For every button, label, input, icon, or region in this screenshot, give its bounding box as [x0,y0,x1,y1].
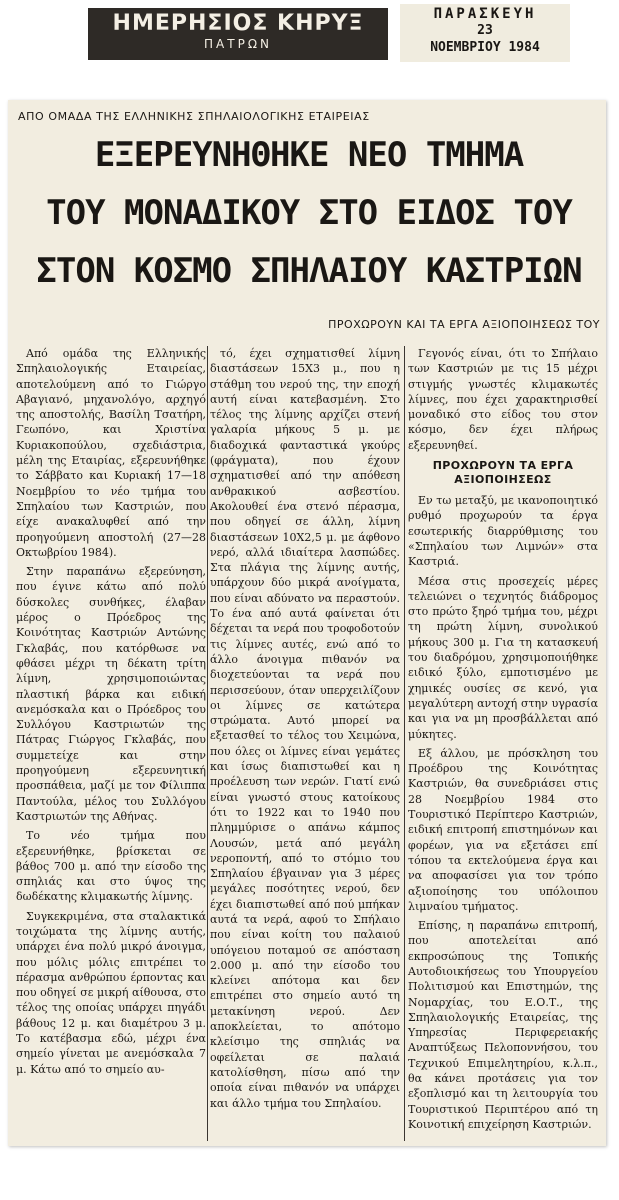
paragraph: Συγκεκριμένα, στα σταλακτικά τοιχώματα της λίμνης αυτής, υπάρχει ένα πολύ μικρό άνοιγμα, που μόλις μόλις επιτρέπει το πέρασμα ανθρώπου έρποντας και που οδηγεί σε μικρή αίθουσα, στο τέλος της οποίας υπάρχει πηγάδι βάθους 12 μ. και διαμέτρου 3 μ. Το κατέβασμα εδώ, μέχρι ένα σημείο γίνεται με ανεμόσκαλα 7 μ. Κάτω από το σημείο αυ- [16,909,206,1076]
date-month-year: ΝΟΕΜΒΡΙΟΥ 1984 [430,40,540,55]
headline-line: ΕΞΕΡΕΥΝΗΘΗΚΕ ΝΕΟ ΤΜΗΜΑ [94,135,524,175]
date-day: ΠΑΡΑΣΚΕΥΗ [433,6,537,22]
paragraph: Επίσης, η παραπάνω επιτροπή, που αποτελείται από εκπροσώπους της Τοπικής Αυτοδιοικήσεως του Υπουργείου Πολιτισμού και Επιστημών, της Νομαρχίας, του Ε.Ο.Τ., της Σπηλαιολογικής Εταιρείας, της Υπηρεσίας Περιφερειακής Αναπτύξεως Πελοποννήσου, του Τεχνικού Επιμελητηρίου, κ.λ.π., θα κάνει προτάσεις για τον εξοπλισμό και τη λειτουργία του Τουριστικού Περιπτέρου από τη Κοινοτική επιχείρηση Καστριών. [408,919,598,1131]
article-kicker: ΑΠΟ ΟΜΑΔΑ ΤΗΣ ΕΛΛΗΝΙΚΗΣ ΣΠΗΛΑΙΟΛΟΓΙΚΗΣ ΕΤΑΙΡΕΙΑΣ [18,110,370,123]
paragraph: Στην παραπάνω εξερεύνηση, που έγινε κάτω από πολύ δύσκολες συνθήκες, έλαβαν μέρος ο Πρόεδρος της Κοινότητας Καστριών Αντώνης Γκλαβάς, που κατόρθωσε να φθάσει μέχρι τη δέκατη τρίτη λίμνη, χρησιμοποιώντας πλαστική βάρκα και ειδική ανεμόσκαλα και ο Πρόεδρος του Συλλόγου Καστριωτών της Πάτρας Γιώργος Γκλαβάς, που συμμετείχε και στην προηγούμενη εξερευνητική προσπάθεια, μαζί με τον Φίλιππα Παντούλα, μέλος του Συλλόγου Καστριωτών της Αθήνας. [16,565,206,823]
masthead-name: ΗΜΕΡΗΣΙΟΣ ΚΗΡΥΞ [112,11,364,36]
paragraph: Εξ άλλου, με πρόσκληση του Προέδρου της Κοινότητας Καστριών, θα συνεδριάσει στις 28 Νοεμβρίου 1984 στο Τουριστικό Περίπτερο Καστριών, ειδική επιτροπή επιστημόνων και φορέων, για να εξετάσει επί τόπου τα εκτελούμενα έργα και να αποφασίσει για τον τρόπο αξιοποίησης του υπόλοιπου λιμναίου τμήματος. [408,746,598,913]
section-heading: ΠΡΟΧΩΡΟΥΝ ΤΑ ΕΡΓΑ ΑΞΙΟΠΟΙΗΣΕΩΣ [432,459,574,487]
article-column-3 [408,346,598,1136]
paragraph: τό, έχει σχηματισθεί λίμνη διαστάσεων 15Χ3 μ., που η στάθμη του νερού της, την εποχή αυτή είναι κατεβασμένη. Στο τέλος της λίμνης αρχίζει στενή γαλαρία μήκους 5 μ. με διαδοχικά φανταστικά γκούρς (φράγματα), που έχουν σχηματισθεί από την απόθεση ανθρακικού ασβεστίου. Ακολουθεί ένα στενό πέρασμα, που οδηγεί σε άλλη, λίμνη διαστάσεων 10Χ2,5 μ. με άφθονο νερό, αλλά ιδιαίτερα λασπώδες. Στα πλάγια της λίμνης αυτής, υπάρχουν δύο μικρά ανοίγματα, που είναι αδύνατο να περαστούν. Το ένα από αυτά φαίνεται ότι δέχεται τα νερά που τροφοδοτούν τις λίμνες αυτές, ενώ από το άλλο άνοιγμα πιθανόν να διοχετεύονται τα νερά που περισσεύουν, όταν υπερχειλίζουν οι λίμνες σε κατώτερα στρώματα. Αυτό μπορεί να εξετασθεί το τέλος του Χειμώνα, που όλες οι λίμνες είναι γεμάτες και ίσως διαπιστωθεί και η προέλευση των νερών. Γιατί ενώ είναι γνωστό στους κατοίκους ότι το 1922 και το 1940 που πλημμύρισε ο απάνω κάμπος Λουσών, μετά από μεγάλη νεροποντή, από το στόμιο του Σπηλαίου έβγαιναν για 3 μέρες μεγάλες ποσότητες νερού, δεν έχει διαπιστωθεί από πού μπήκαν αυτά τα νερά, αφού το Σπήλαιο που είναι κοίτη του παλαιού υπόγειου ποταμού σε απόσταση 2.000 μ. από την είσοδο του κλείνει απότομα και δεν επιτρέπει στο σημείο αυτό τη μετακίνηση νερού. Δεν αποκλείεται, το απότομο κλείσιμο της σπηλιάς να οφείλεται σε παλαιά κατολίσθηση, πίσω από την οποία είναι πιθανόν να υπάρχει και άλλο τμήμα του Σπηλαίου. [210,347,400,1110]
article-column-1 [16,346,206,1081]
article-headline [18,126,600,300]
paragraph: Το νέο τμήμα που εξερευνήθηκε, βρίσκεται σε βάθος 700 μ. από την είσοδο της σπηλιάς και στο ύψος της δωδέκατης κλιμακωτής λίμνης. [16,829,206,904]
article-column-2 [210,346,400,1115]
paragraph: Γεγονός είναι, ότι το Σπήλαιο των Καστριών με τις 15 μέχρι στιγμής γνωστές κλιμακωτές λίμνες, που έχει χαρακτηρισθεί μοναδικό στο είδος του στον κόσμο, δεν έχει πλήρως εξερευνηθεί. [408,347,598,452]
headline-line: ΣΤΟΝ ΚΟΣΜΟ ΣΠΗΛΑΙΟΥ ΚΑΣΤΡΙΩΝ [36,251,582,291]
headline-line: ΤΟΥ ΜΟΝΑΔΙΚΟΥ ΣΤΟ ΕΙΔΟΣ ΤΟΥ [46,193,572,233]
date-number: 23 [477,23,493,38]
paragraph: Εν τω μεταξύ, με ικανοποιητικό ρυθμό προχωρούν τα έργα εσωτερικής διαρρύθμισης του «Σπηλαίου των Λιμνών» στα Καστριά. [408,494,598,569]
masthead-city: ΠΑΤΡΩΝ [204,37,272,51]
date-clipping [400,4,570,62]
paragraph: Από ομάδα της Ελληνικής Σπηλαιολογικής Εταιρείας, αποτελούμενη από το Γιώργο Αβαγιανό, μηχανολόγο, αρχηγό της αποστολής, Βασίλη Τσατήρη, Γεωπόνο, και Χριστίνα Κυριακοπούλου, σχεδιάστρια, μέλη της Εταιρίας, εξερευνήθηκε το Σάββατο και Κυριακή 17—18 Νοεμβρίου το νέο τμήμα του Σπηλαίου των Καστριών, που είχε ανακαλυφθεί από την προηγούμενη αποστολή (27—28 Οκτωβρίου 1984). [16,347,206,559]
column-divider [404,346,405,1141]
masthead [88,8,388,60]
column-divider [207,346,208,1141]
article-subhead: ΠΡΟΧΩΡΟΥΝ ΚΑΙ ΤΑ ΕΡΓΑ ΑΞΙΟΠΟΙΗΣΕΩΣ ΤΟΥ [328,318,600,331]
paragraph: Μέσα στις προσεχείς μέρες τελειώνει ο τεχνητός διάδρομος στο πρώτο ξηρό τμήμα του, μέχρι τη πρώτη λίμνη, συνολικού μήκους 300 μ. Για τη κατασκευή του διαδρόμου, χρησιμοποιήθηκε ειδικό ξύλο, εμποτισμένο με χημικές ουσίες σε κενό, για μεγαλύτερη αντοχή στην υγρασία και για να μη προσβάλλεται από μύκητες. [408,574,598,741]
